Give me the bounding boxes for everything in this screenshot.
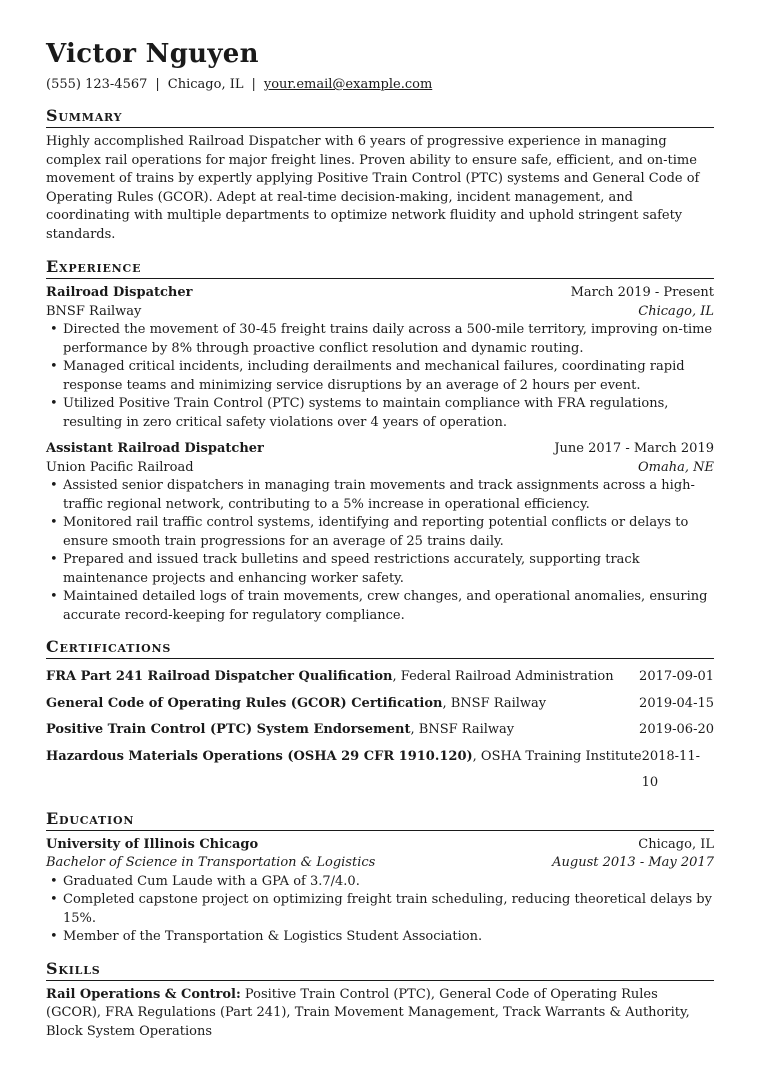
list-item: • Managed critical incidents, including derailments and mechanical failures, coordinating rapid response teams and minimizing service disruptions by an average of 2 hours per event.: [46, 358, 714, 395]
certification-row: [46, 744, 714, 797]
education-bullets: [46, 873, 714, 947]
certification-issuer: , OSHA Training Institute: [472, 748, 642, 764]
school-name: University of Illinois Chicago: [46, 836, 259, 852]
certification-info: [46, 664, 614, 691]
education-dates: August 2013 - May 2017: [552, 855, 714, 870]
company-name: BNSF Railway: [46, 303, 142, 319]
certification-date: 2017-09-01: [639, 669, 714, 684]
certification-name: Hazardous Materials Operations (OSHA 29 CFR 1910.120): [46, 748, 473, 764]
certification-info: [46, 744, 642, 771]
certifications-section: [46, 637, 714, 797]
certification-name: General Code of Operating Rules (GCOR) Certification: [46, 695, 443, 711]
list-item: • Directed the movement of 30-45 freight trains daily across a 500-mile territory, improving on-time performance by 8% through proactive conflict resolution and dynamic routing.: [46, 321, 714, 358]
certification-issuer: , BNSF Railway: [410, 722, 515, 737]
education-section: [46, 809, 714, 947]
job-header: [46, 440, 714, 459]
job-dates: March 2019 - Present: [570, 285, 714, 300]
skills-section: [46, 959, 714, 1042]
section-title-certifications: Certifications: [46, 637, 714, 659]
job-bullets: [46, 477, 714, 625]
candidate-name: Victor Nguyen: [46, 39, 259, 69]
certification-info: [46, 691, 546, 718]
email-link[interactable]: your.email@example.com: [263, 77, 433, 92]
job-bullets: [46, 321, 714, 432]
certification-issuer: , BNSF Railway: [442, 695, 547, 711]
contact-separator: |: [251, 77, 256, 92]
certification-info: [46, 717, 514, 744]
section-title-education: Education: [46, 809, 714, 831]
list-item: • Graduated Cum Laude with a GPA of 3.7/4.0.: [46, 873, 714, 892]
skill-list: Positive Train Control (PTC), General Code of Operating Rules (GCOR), FRA Regulations (Part 241), Train Movement Management, Track Warrants & Authority, Block System Operations: [46, 986, 690, 1039]
job-entry: [46, 440, 714, 625]
list-item: • Member of the Transportation & Logistics Student Association.: [46, 928, 714, 947]
phone-number: (555) 123-4567: [46, 77, 148, 92]
job-title: Railroad Dispatcher: [46, 285, 193, 300]
resume-page: [46, 38, 714, 1041]
degree-name: Bachelor of Science in Transportation & Logistics: [46, 855, 376, 870]
job-subheader: [46, 303, 714, 322]
job-location: Omaha, NE: [638, 459, 714, 475]
certification-issuer: , Federal Railroad Administration: [392, 669, 614, 684]
location: Chicago, IL: [167, 77, 244, 92]
job-dates: June 2017 - March 2019: [554, 441, 714, 456]
summary-section: [46, 106, 714, 244]
job-title: Assistant Railroad Dispatcher: [46, 441, 264, 456]
company-name: Union Pacific Railroad: [46, 459, 194, 475]
education-subheader: [46, 854, 714, 873]
certification-row: [46, 664, 714, 691]
certification-date: 2018-11-10: [641, 748, 700, 790]
job-header: [46, 284, 714, 303]
certification-name: FRA Part 241 Railroad Dispatcher Qualification: [46, 669, 393, 684]
certification-row: [46, 691, 714, 718]
certification-date: 2019-04-15: [639, 695, 714, 711]
summary-text: Highly accomplished Railroad Dispatcher with 6 years of progressive experience in managing complex rail operations for major freight lines. Proven ability to ensure safe, efficient, and on-time movement of trains by expertly applying Positive Train Control (PTC) systems and General Code of Operating Rules (GCOR). Adept at real-time decision-making, incident management, and coordinating with multiple departments to optimize network fluidity and uphold stringent safety standards.: [46, 134, 700, 242]
experience-section: [46, 257, 714, 625]
skills-line: [46, 986, 714, 1042]
section-title-summary: Summary: [46, 106, 714, 128]
school-location: Chicago, IL: [638, 836, 714, 852]
job-entry: [46, 284, 714, 432]
section-title-skills: Skills: [46, 959, 714, 981]
job-subheader: [46, 459, 714, 478]
education-header: [46, 836, 714, 855]
job-location: Chicago, IL: [638, 303, 714, 319]
list-item: • Utilized Positive Train Control (PTC) systems to maintain compliance with FRA regulations, resulting in zero critical safety violations over 4 years of operation.: [46, 395, 714, 432]
section-title-experience: Experience: [46, 257, 714, 279]
list-item: • Completed capstone project on optimizing freight train scheduling, reducing theoretical delays by 15%.: [46, 891, 714, 928]
list-item: • Assisted senior dispatchers in managing train movements and track assignments across a high-traffic regional network, contributing to a 5% increase in operational efficiency.: [46, 477, 714, 514]
contact-separator: |: [155, 77, 160, 92]
list-item: • Monitored rail traffic control systems, identifying and reporting potential conflicts or delays to ensure smooth train progressions for an average of 25 trains daily.: [46, 514, 714, 551]
list-item: • Prepared and issued track bulletins and speed restrictions accurately, supporting track maintenance projects and enhancing worker safety.: [46, 551, 714, 588]
skill-category-label: Rail Operations & Control:: [46, 986, 241, 1002]
certification-row: [46, 717, 714, 744]
certification-date: 2019-06-20: [639, 722, 714, 737]
contact-line: [46, 76, 714, 94]
certification-name: Positive Train Control (PTC) System Endorsement: [46, 722, 411, 737]
list-item: • Maintained detailed logs of train movements, crew changes, and operational anomalies, ensuring accurate record-keeping for regulatory compliance.: [46, 588, 714, 625]
